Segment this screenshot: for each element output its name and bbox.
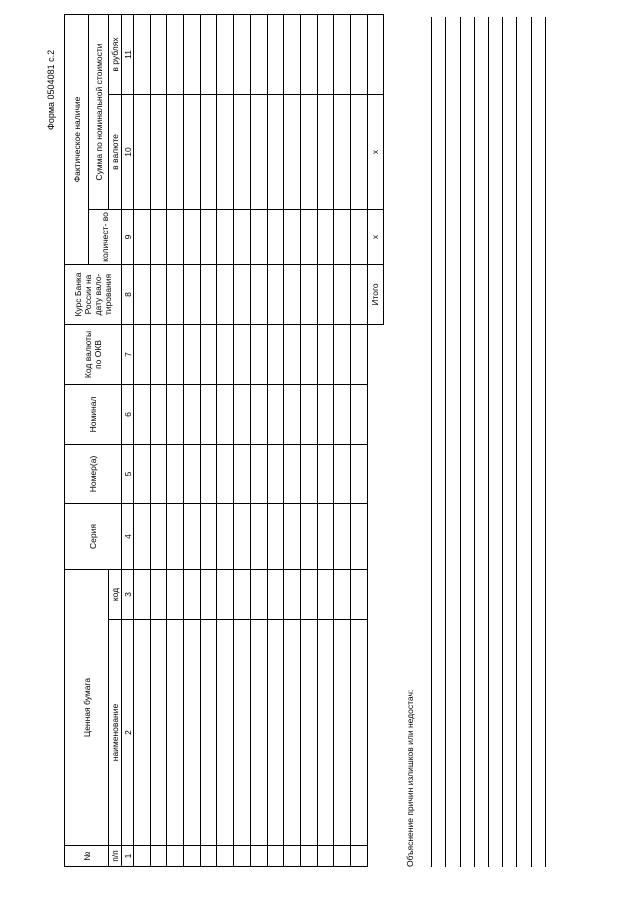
table-cell[interactable] xyxy=(317,445,334,504)
table-cell[interactable] xyxy=(217,95,234,210)
table-cell[interactable] xyxy=(150,504,167,570)
table-cell[interactable] xyxy=(184,385,201,445)
table-cell[interactable] xyxy=(350,210,367,265)
total-row xyxy=(367,14,384,866)
header-number: Номер(а) xyxy=(65,445,122,504)
table-cell[interactable] xyxy=(317,14,334,94)
table-cell[interactable] xyxy=(217,210,234,265)
table-cell[interactable] xyxy=(267,14,284,94)
total-rubles xyxy=(367,14,384,94)
header-nominal-sum: Сумма по номинальной стоимости xyxy=(89,14,109,209)
col-num: 11 xyxy=(122,14,134,94)
total-blank xyxy=(367,325,384,867)
header-security: Ценная бумага xyxy=(65,570,109,846)
col-num: 7 xyxy=(122,325,134,385)
table-cell[interactable] xyxy=(217,570,234,620)
table-row xyxy=(267,14,284,866)
header-nominal: Номинал xyxy=(65,385,122,445)
table-cell[interactable] xyxy=(184,620,201,846)
table-row xyxy=(200,14,217,866)
table-row xyxy=(184,14,201,866)
table-cell[interactable] xyxy=(334,210,351,265)
table-cell[interactable] xyxy=(284,325,301,385)
table-cell[interactable] xyxy=(300,210,317,265)
table-cell[interactable] xyxy=(234,504,251,570)
table-cell[interactable] xyxy=(217,385,234,445)
col-num: 2 xyxy=(122,620,134,846)
table-cell[interactable] xyxy=(250,385,267,445)
table-cell[interactable] xyxy=(317,265,334,325)
table-cell[interactable] xyxy=(200,385,217,445)
table-cell[interactable] xyxy=(300,325,317,385)
table-cell[interactable] xyxy=(217,620,234,846)
table-cell[interactable] xyxy=(184,95,201,210)
table-cell[interactable] xyxy=(134,445,151,504)
table-cell[interactable] xyxy=(167,210,184,265)
table-cell[interactable] xyxy=(284,265,301,325)
header-no: № xyxy=(65,846,109,867)
col-num: 6 xyxy=(122,385,134,445)
table-cell[interactable] xyxy=(267,210,284,265)
table-cell[interactable] xyxy=(217,504,234,570)
explanation-line[interactable] xyxy=(461,17,475,867)
table-cell[interactable] xyxy=(234,325,251,385)
table-cell[interactable] xyxy=(267,846,284,867)
table-cell[interactable] xyxy=(267,570,284,620)
table-row xyxy=(134,14,151,866)
table-cell[interactable] xyxy=(134,846,151,867)
table-cell[interactable] xyxy=(150,325,167,385)
total-currency-mark: х xyxy=(367,95,384,210)
col-num: 1 xyxy=(122,846,134,867)
table-cell[interactable] xyxy=(134,570,151,620)
header-in-rubles: в рублях xyxy=(109,14,122,94)
table-cell[interactable] xyxy=(350,620,367,846)
table-cell[interactable] xyxy=(350,504,367,570)
table-cell[interactable] xyxy=(184,846,201,867)
col-num: 5 xyxy=(122,445,134,504)
table-cell[interactable] xyxy=(284,95,301,210)
header-quantity: количест- во xyxy=(89,210,122,265)
table-cell[interactable] xyxy=(317,570,334,620)
table-cell[interactable] xyxy=(284,385,301,445)
explanation-line[interactable] xyxy=(489,17,503,867)
table-cell[interactable] xyxy=(184,210,201,265)
table-cell[interactable] xyxy=(250,265,267,325)
table-cell[interactable] xyxy=(134,210,151,265)
table-cell[interactable] xyxy=(167,570,184,620)
table-cell[interactable] xyxy=(250,846,267,867)
table-cell[interactable] xyxy=(167,95,184,210)
table-cell[interactable] xyxy=(250,504,267,570)
securities-inventory-table xyxy=(64,14,384,867)
table-cell[interactable] xyxy=(234,620,251,846)
table-cell[interactable] xyxy=(234,846,251,867)
table-cell[interactable] xyxy=(167,445,184,504)
table-cell[interactable] xyxy=(350,265,367,325)
table-cell[interactable] xyxy=(200,504,217,570)
table-cell[interactable] xyxy=(250,95,267,210)
table-cell[interactable] xyxy=(150,210,167,265)
table-cell[interactable] xyxy=(200,14,217,94)
table-cell[interactable] xyxy=(284,570,301,620)
table-cell[interactable] xyxy=(167,504,184,570)
table-cell[interactable] xyxy=(284,620,301,846)
header-no-pp: п/п xyxy=(109,846,122,867)
table-cell[interactable] xyxy=(317,210,334,265)
explanation-line[interactable] xyxy=(503,17,517,867)
table-cell[interactable] xyxy=(267,95,284,210)
table-cell[interactable] xyxy=(134,14,151,94)
table-cell[interactable] xyxy=(250,445,267,504)
form-number-label: Форма 0504081 с.2 xyxy=(46,49,56,130)
table-cell[interactable] xyxy=(167,620,184,846)
table-cell[interactable] xyxy=(150,846,167,867)
explanation-line[interactable] xyxy=(432,17,446,867)
table-cell[interactable] xyxy=(300,14,317,94)
table-cell[interactable] xyxy=(317,620,334,846)
table-cell[interactable] xyxy=(150,265,167,325)
table-cell[interactable] xyxy=(317,385,334,445)
table-cell[interactable] xyxy=(350,325,367,385)
table-cell[interactable] xyxy=(150,445,167,504)
table-cell[interactable] xyxy=(267,620,284,846)
table-cell[interactable] xyxy=(334,620,351,846)
table-cell[interactable] xyxy=(334,504,351,570)
table-cell[interactable] xyxy=(150,570,167,620)
table-cell[interactable] xyxy=(334,14,351,94)
table-cell[interactable] xyxy=(250,570,267,620)
table-cell[interactable] xyxy=(284,504,301,570)
table-cell[interactable] xyxy=(234,445,251,504)
table-cell[interactable] xyxy=(200,325,217,385)
table-cell[interactable] xyxy=(267,325,284,385)
col-num: 8 xyxy=(122,265,134,325)
table-cell[interactable] xyxy=(167,385,184,445)
table-cell[interactable] xyxy=(350,95,367,210)
table-cell[interactable] xyxy=(300,620,317,846)
table-cell[interactable] xyxy=(184,570,201,620)
col-num: 3 xyxy=(122,570,134,620)
table-cell[interactable] xyxy=(234,14,251,94)
table-cell[interactable] xyxy=(217,846,234,867)
table-cell[interactable] xyxy=(234,265,251,325)
table-cell[interactable] xyxy=(150,95,167,210)
table-row xyxy=(217,14,234,866)
table-cell[interactable] xyxy=(217,265,234,325)
table-cell[interactable] xyxy=(300,385,317,445)
table-cell[interactable] xyxy=(234,210,251,265)
table-cell[interactable] xyxy=(267,385,284,445)
table-cell[interactable] xyxy=(250,210,267,265)
table-cell[interactable] xyxy=(267,445,284,504)
header-name: наименование xyxy=(109,620,122,846)
table-cell[interactable] xyxy=(200,210,217,265)
table-cell[interactable] xyxy=(300,504,317,570)
header-actual: Фактическое наличие xyxy=(65,14,89,264)
table-cell[interactable] xyxy=(267,265,284,325)
table-cell[interactable] xyxy=(167,325,184,385)
table-cell[interactable] xyxy=(334,95,351,210)
table-cell[interactable] xyxy=(300,445,317,504)
table-cell[interactable] xyxy=(300,95,317,210)
table-cell[interactable] xyxy=(300,846,317,867)
table-cell[interactable] xyxy=(217,445,234,504)
table-cell[interactable] xyxy=(317,95,334,210)
col-num: 10 xyxy=(122,95,134,210)
table-cell[interactable] xyxy=(150,14,167,94)
table-cell[interactable] xyxy=(284,210,301,265)
table-cell[interactable] xyxy=(184,325,201,385)
table-cell[interactable] xyxy=(134,265,151,325)
table-cell[interactable] xyxy=(317,846,334,867)
table-cell[interactable] xyxy=(284,445,301,504)
table-cell[interactable] xyxy=(334,570,351,620)
table-cell[interactable] xyxy=(200,265,217,325)
explanation-line[interactable] xyxy=(475,17,489,867)
table-cell[interactable] xyxy=(134,325,151,385)
table-cell[interactable] xyxy=(134,385,151,445)
table-row xyxy=(350,14,367,866)
column-numbers-row xyxy=(122,14,134,866)
table-cell[interactable] xyxy=(234,570,251,620)
header-code: код xyxy=(109,570,122,620)
table-cell[interactable] xyxy=(317,504,334,570)
table-cell[interactable] xyxy=(350,570,367,620)
header-series: Серия xyxy=(65,504,122,570)
table-cell[interactable] xyxy=(200,570,217,620)
table-row xyxy=(167,14,184,866)
table-cell[interactable] xyxy=(300,265,317,325)
table-cell[interactable] xyxy=(284,14,301,94)
table-cell[interactable] xyxy=(167,14,184,94)
table-cell[interactable] xyxy=(217,325,234,385)
table-cell[interactable] xyxy=(334,265,351,325)
table-cell[interactable] xyxy=(234,385,251,445)
table-cell[interactable] xyxy=(217,14,234,94)
explanation-label: Объяснение причин излишков или недостач: xyxy=(405,689,415,867)
col-num: 4 xyxy=(122,504,134,570)
table-cell[interactable] xyxy=(334,846,351,867)
table-cell[interactable] xyxy=(134,504,151,570)
table-cell[interactable] xyxy=(300,570,317,620)
table-cell[interactable] xyxy=(250,14,267,94)
table-cell[interactable] xyxy=(250,620,267,846)
table-cell[interactable] xyxy=(267,504,284,570)
table-cell[interactable] xyxy=(167,846,184,867)
table-cell[interactable] xyxy=(350,385,367,445)
table-cell[interactable] xyxy=(317,325,334,385)
table-cell[interactable] xyxy=(334,325,351,385)
table-cell[interactable] xyxy=(184,504,201,570)
table-cell[interactable] xyxy=(200,846,217,867)
table-row xyxy=(334,14,351,866)
table-cell[interactable] xyxy=(334,385,351,445)
table-cell[interactable] xyxy=(200,445,217,504)
explanation-line[interactable] xyxy=(532,17,546,867)
table-cell[interactable] xyxy=(284,846,301,867)
total-qty-mark: х xyxy=(367,210,384,265)
total-label: Итого xyxy=(367,265,384,325)
table-cell[interactable] xyxy=(134,620,151,846)
table-cell[interactable] xyxy=(234,95,251,210)
table-cell[interactable] xyxy=(184,265,201,325)
table-row xyxy=(300,14,317,866)
header-currency-code: Код валюты по ОКВ xyxy=(65,325,122,385)
explanation-lines xyxy=(418,17,546,867)
table-cell[interactable] xyxy=(184,14,201,94)
table-cell[interactable] xyxy=(350,445,367,504)
explanation-line[interactable] xyxy=(517,17,531,867)
table-row xyxy=(317,14,334,866)
table-cell[interactable] xyxy=(250,325,267,385)
explanation-line[interactable] xyxy=(446,17,460,867)
table-cell[interactable] xyxy=(150,385,167,445)
header-in-currency: в валюте xyxy=(109,95,122,210)
table-cell[interactable] xyxy=(334,445,351,504)
col-num: 9 xyxy=(122,210,134,265)
header-rate: Курс Банка России на дату вало- тирования xyxy=(65,265,122,325)
table-cell[interactable] xyxy=(134,95,151,210)
table-cell[interactable] xyxy=(350,846,367,867)
table-cell[interactable] xyxy=(200,620,217,846)
table-row xyxy=(250,14,267,866)
table-cell[interactable] xyxy=(150,620,167,846)
table-cell[interactable] xyxy=(167,265,184,325)
table-cell[interactable] xyxy=(350,14,367,94)
table-cell[interactable] xyxy=(200,95,217,210)
table-row xyxy=(150,14,167,866)
table-row xyxy=(284,14,301,866)
table-row xyxy=(234,14,251,866)
explanation-line[interactable] xyxy=(418,17,432,867)
table-cell[interactable] xyxy=(184,445,201,504)
